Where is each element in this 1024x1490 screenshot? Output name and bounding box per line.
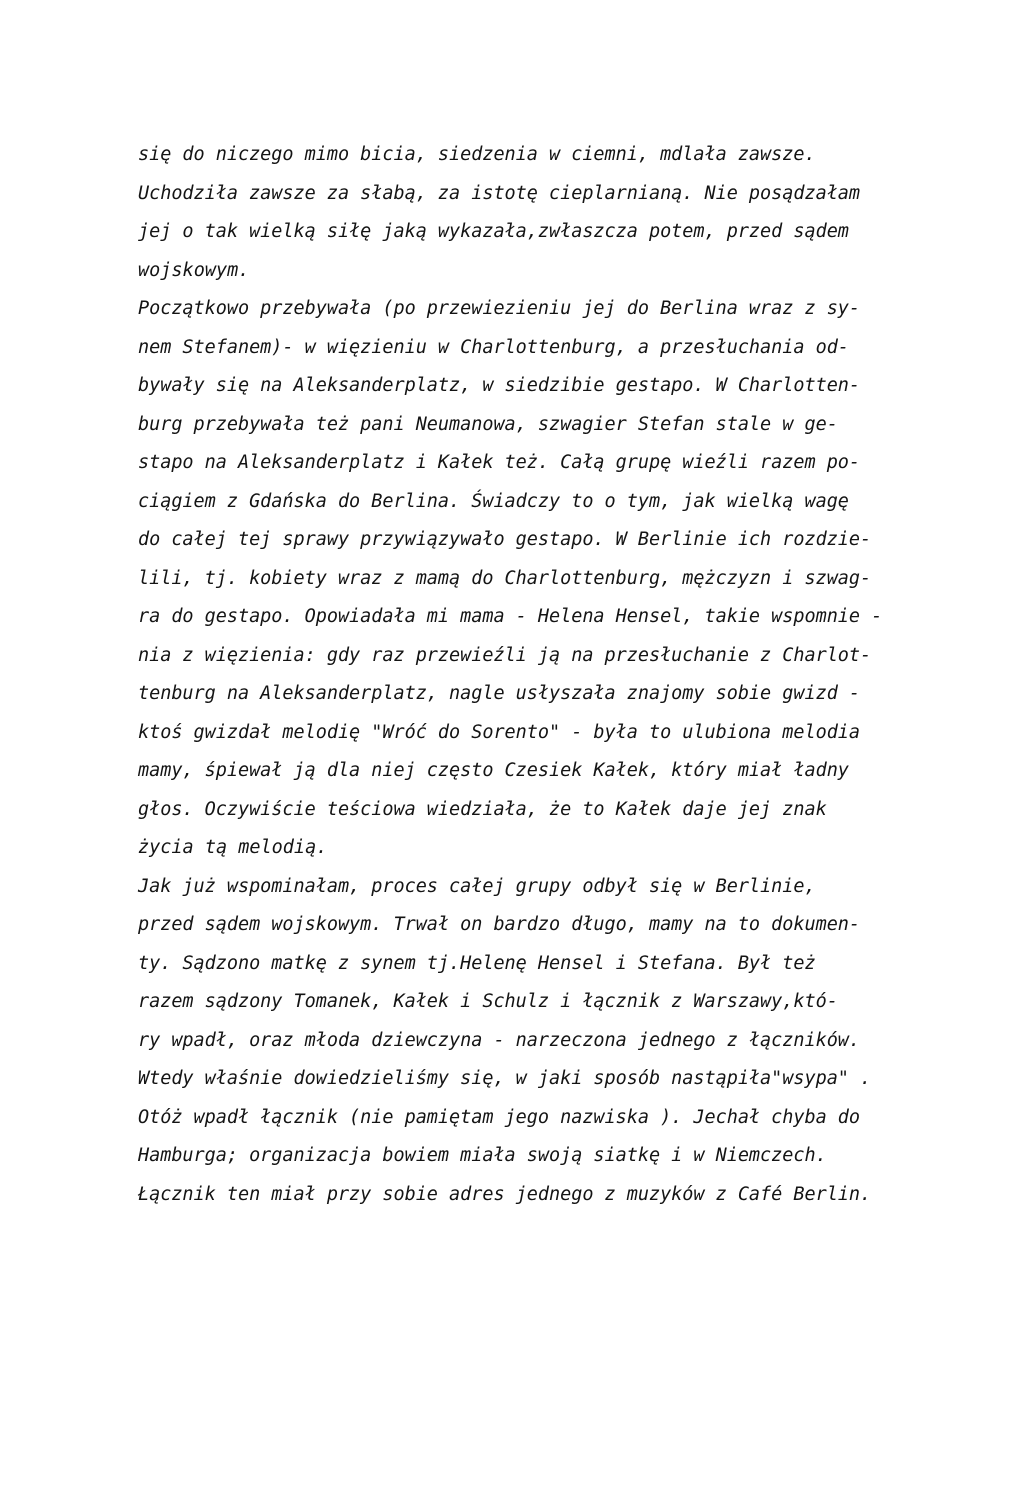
text-line: tenburg na Aleksanderplatz, nagle usłyszała znajomy sobie gwizd - — [138, 683, 861, 704]
text-line: Jak już wspominałam, proces całej grupy odbył się w Berlinie, — [138, 875, 816, 897]
text-line: przed sądem wojskowym. Trwał on bardzo długo, mamy na to dokumen- — [138, 914, 861, 935]
text-line: ktoś gwizdał melodię "Wróć do Sorento" - była to ulubiona melodia — [138, 721, 861, 743]
text-line: głos. Oczywiście teściowa wiedziała, że to Kałek daje jej znak — [138, 798, 827, 820]
text-line: ciągiem z Gdańska do Berlina. Świadczy to o tym, jak wielką wagę — [138, 490, 849, 512]
text-line: życia tą melodią. — [138, 837, 328, 858]
text-line: razem sądzony Tomanek, Kałek i Schulz i łącznik z Warszawy,któ- — [138, 991, 838, 1012]
text-line: burg przebywała też pani Neumanowa, szwagier Stefan stale w ge- — [138, 413, 838, 435]
text-line: ry wpadł, oraz młoda dziewczyna - narzeczona jednego z łączników. — [138, 1029, 861, 1051]
text-line: Hamburga; organizacja bowiem miała swoją siatkę i w Niemczech. — [138, 1145, 827, 1166]
text-line: do całej tej sprawy przywiązywało gestapo. W Berlinie ich rozdzie- — [138, 529, 872, 550]
text-line: Uchodziła zawsze za słabą, za istotę cieplarnianą. Nie posądzałam — [138, 182, 861, 204]
typewritten-text — [138, 136, 1018, 1214]
text-line: mamy, śpiewał ją dla niej często Czesiek Kałek, który miał ładny — [138, 760, 849, 781]
text-line: lili, tj. kobiety wraz z mamą do Charlottenburg, mężczyzn i szwag- — [138, 567, 872, 589]
text-line: ra do gestapo. Opowiadała mi mama - Helena Hensel, takie wspomnie - — [138, 606, 883, 627]
text-line: wojskowym. — [138, 259, 250, 281]
text-line: Początkowo przebywała (po przewiezieniu jej do Berlina wraz z sy- — [138, 298, 861, 319]
text-line: się do niczego mimo bicia, siedzenia w ciemni, mdlała zawsze. — [138, 144, 816, 165]
text-line: nem Stefanem)- w więzieniu w Charlottenburg, a przesłuchania od- — [138, 336, 849, 358]
text-line: jej o tak wielką siłę jaką wykazała,zwłaszcza potem, przed sądem — [138, 221, 849, 242]
text-line: bywały się na Aleksanderplatz, w siedzibie gestapo. W Charlotten- — [138, 375, 861, 396]
text-line: Łącznik ten miał przy sobie adres jednego z muzyków z Café Berlin. — [138, 1183, 872, 1205]
text-line: stapo na Aleksanderplatz i Kałek też. Całą grupę wieźli razem po- — [138, 452, 861, 473]
text-line: Otóż wpadł łącznik (nie pamiętam jego nazwiska ). Jechał chyba do — [138, 1106, 861, 1128]
text-line: nia z więzienia: gdy raz przewieźli ją na przesłuchanie z Charlot- — [138, 644, 872, 666]
text-line: ty. Sądzono matkę z synem tj.Helenę Hensel i Stefana. Był też — [138, 952, 816, 974]
text-line: Wtedy właśnie dowiedzieliśmy się, w jaki sposób nastąpiła"wsypa" . — [138, 1068, 872, 1089]
